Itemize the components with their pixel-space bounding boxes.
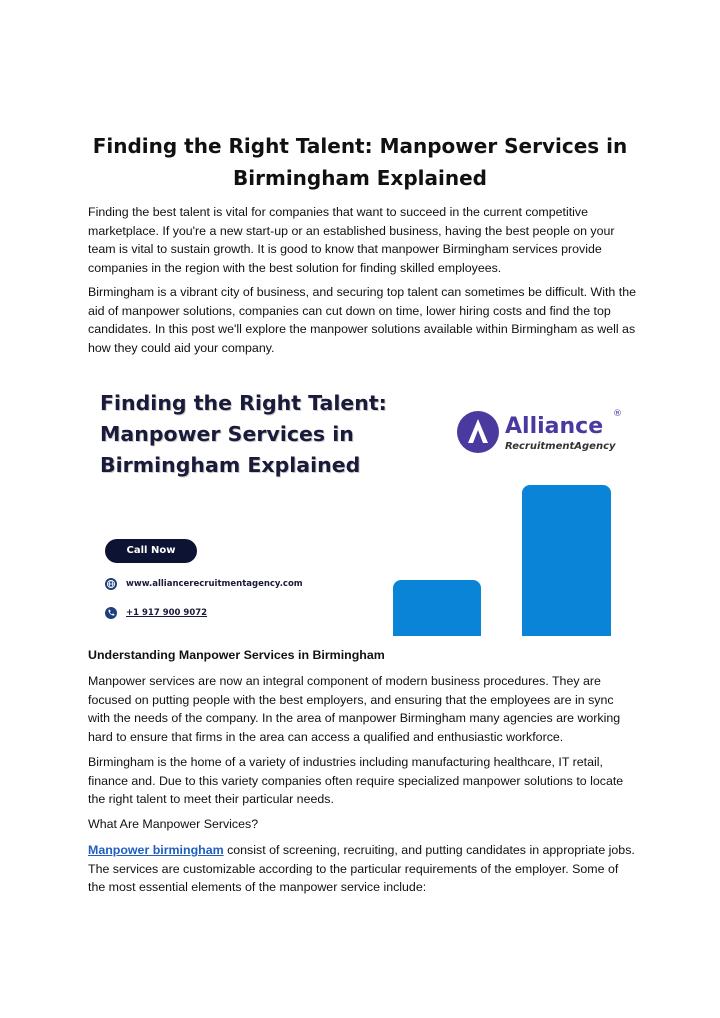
globe-icon — [105, 578, 117, 590]
page-title: Finding the Right Talent: Manpower Services in Birmingham Explained — [92, 134, 628, 190]
svg-text:Alliance: Alliance — [505, 414, 604, 439]
banner-title: Finding the Right Talent: Manpower Services in Birmingham Explained — [100, 391, 387, 477]
website-text: www.alliancerecruitmentagency.com — [126, 579, 303, 589]
article-banner-image — [88, 368, 634, 636]
alliance-logo — [454, 406, 622, 458]
banner-phone — [105, 606, 207, 620]
section-paragraph-2: Birmingham is the home of a variety of industries including manufacturing healthcare, IT retail, finance and. Due to this variety companies often require specialized manpower solutions to locate the right talent to meet their particular needs. — [88, 755, 624, 807]
intro-paragraph-2: Birmingham is a vibrant city of business, and securing top talent can sometimes be difficult. With the aid of manpower solutions, companies can cut down on time, lower hiring costs and find the top candidates. In this post we'll explore the manpower solutions available within Birmingham as well as how they could aid your company. — [88, 285, 636, 355]
phone-text: +1 917 900 9072 — [126, 608, 208, 618]
svg-text:RecruitmentAgency: RecruitmentAgency — [505, 441, 616, 452]
section-paragraph-3 — [88, 841, 636, 897]
section-paragraph-1: Manpower services are now an integral component of modern business procedures. They are focused on putting people with the best employers, and ensuring that the employees are in sync with the needs of the company. In the area of manpower Birmingham many agencies are working hard to ensure that firms in the area can access a qualified and enthusiastic workforce. — [88, 674, 621, 744]
manpower-birmingham-link[interactable]: Manpower birmingham — [88, 843, 224, 857]
section-heading: Understanding Manpower Services in Birmingham — [88, 648, 385, 662]
banner-website — [105, 577, 303, 591]
banner-bar-tall — [522, 485, 611, 636]
paragraph-3-text: consist of screening, recruiting, and putting candidates in appropriate jobs. The services are customizable according to the particular requirements of the employer. Some of the most essential elements of the manpower service include: — [88, 843, 635, 895]
intro-paragraph-1: Finding the best talent is vital for companies that want to succeed in the current competitive marketplace. If you're a new start-up or an established business, having the best people on your team is vital to sustain growth. It is good to know that manpower Birmingham services provide companies in the region with the best solution for finding skilled employees. — [88, 205, 615, 275]
section-subheading: What Are Manpower Services? — [88, 817, 259, 831]
banner-bar-short — [393, 580, 481, 636]
svg-text:®: ® — [613, 409, 622, 419]
phone-icon — [105, 607, 117, 619]
call-now-button[interactable]: Call Now — [105, 539, 197, 563]
